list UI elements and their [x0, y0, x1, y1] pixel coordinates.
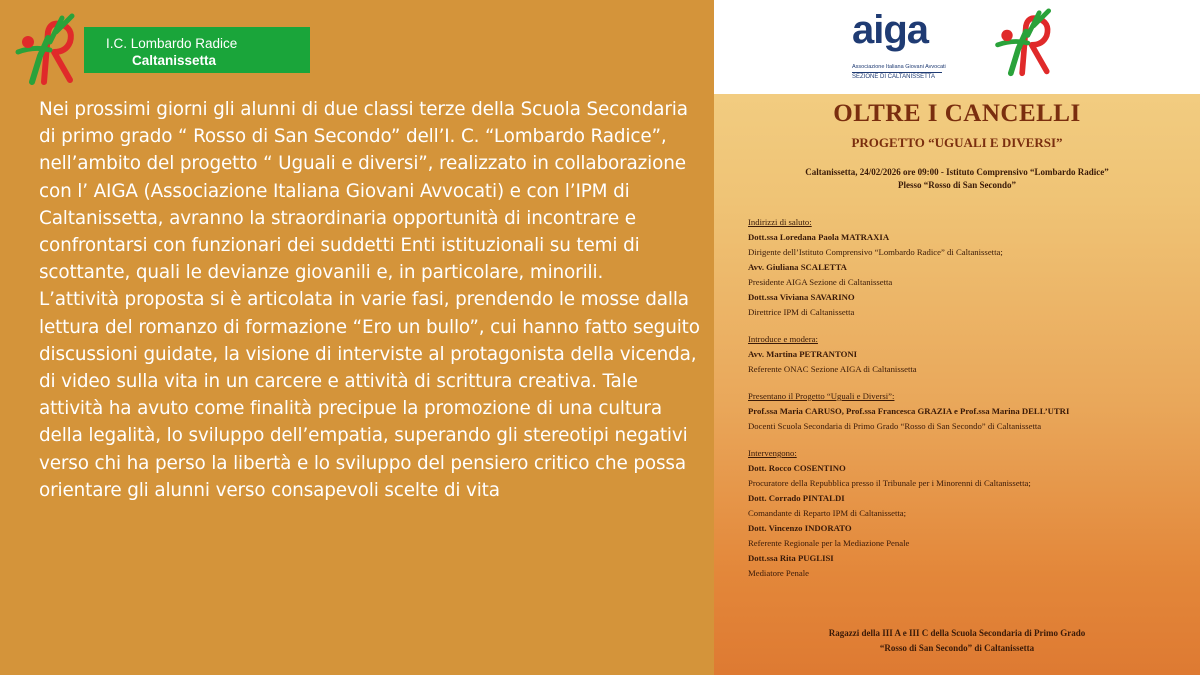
speaker-name: Avv. Martina PETRANTONI: [748, 349, 857, 359]
poster-title: OLTRE I CANCELLI: [833, 100, 1081, 127]
aiga-logo-subtitle: Associazione Italiana Giovani Avvocati: [852, 64, 946, 70]
aiga-logo-word: aiga: [852, 8, 929, 52]
speaker-role: Mediatore Penale: [748, 568, 810, 578]
footer-line: Ragazzi della III A e III C della Scuola Secondaria di Primo Grado: [828, 628, 1086, 638]
article-text: [39, 96, 707, 504]
section-heading: Intervengono:: [748, 448, 797, 458]
speaker-role: Dirigente dell’Istituto Comprensivo “Lombardo Radice” di Caltanissetta;: [748, 247, 1003, 257]
speaker-name: Dott.ssa Loredana Paola MATRAXIA: [748, 232, 890, 242]
speaker-name: Prof.ssa Maria CARUSO, Prof.ssa Francesca GRAZIA e Prof.ssa Marina DELL’UTRI: [748, 406, 1070, 416]
paragraph: Nei prossimi giorni gli alunni di due classi terze della Scuola Secondaria di primo grado “ Rosso di San Secondo” dell’I. C. “Lombardo Radice”, nell’ambito del progetto “ Uguali e diversi”, realizzato in collaborazione con l’ AIGA (Associazione Italiana Giovani Avvocati) e con l’IPM di Caltanissetta, avranno la straordinaria opportunità di incontrare e confrontarsi con funzionari dei suddetti Enti istituzionali su temi di scottante, quali le devianze giovanili e, in particolare, minorili.: [39, 99, 688, 284]
poster-event-info: [714, 166, 1200, 192]
school-logo-icon: [990, 6, 1060, 80]
speaker-role: Direttrice IPM di Caltanissetta: [748, 307, 855, 317]
speakers-list: [748, 215, 1188, 581]
speaker-name: Dott. Corrado PINTALDI: [748, 493, 845, 503]
aiga-logo: [848, 8, 948, 82]
aiga-logo-section: SEZIONE DI CALTANISSETTA: [852, 74, 936, 80]
speaker-name: Avv. Giuliana SCALETTA: [748, 262, 847, 272]
school-city: Caltanissetta: [132, 53, 217, 68]
poster-footer: [714, 626, 1200, 656]
speaker-name: Dott. Vincenzo INDORATO: [748, 523, 852, 533]
event-date-place: Caltanissetta, 24/02/2026 ore 09:00 - Istituto Comprensivo “Lombardo Radice”: [805, 167, 1109, 177]
divider: [852, 72, 942, 73]
speaker-name: Dott.ssa Rita PUGLISI: [748, 553, 834, 563]
speaker-role: Presidente AIGA Sezione di Caltanissetta: [748, 277, 893, 287]
speaker-role: Docenti Scuola Secondaria di Primo Grado “Rosso di San Secondo” di Caltanissetta: [748, 421, 1042, 431]
speaker-name: Dott. Rocco COSENTINO: [748, 463, 846, 473]
poster-header: [714, 0, 1200, 94]
school-name-box: [84, 27, 310, 73]
event-poster: [714, 0, 1200, 675]
poster-subtitle: PROGETTO “UGUALI E DIVERSI”: [851, 135, 1063, 150]
speaker-role: Procuratore della Repubblica presso il Tribunale per i Minorenni di Caltanissetta;: [748, 478, 1031, 488]
section-heading: Presentano il Progetto “Uguali e Diversi”:: [748, 391, 895, 401]
paragraph: L’attività proposta si è articolata in varie fasi, prendendo le mosse dalla lettura del romanzo di formazione “Ero un bullo”, cui hanno fatto seguito discussioni guidate, la visione di interviste al protagonista della vicenda, di video sulla vita in un carcere e attività di scrittura creativa. Tale attività ha avuto come finalità precipue la promozione di una cultura della legalità, lo sviluppo dell’empatia, superando gli stereotipi negativi verso chi ha perso la libertà e lo sviluppo del pensiero critico che possa orientare gli alunni verso consapevoli scelte di vita: [39, 289, 700, 501]
school-logo-icon: [10, 12, 84, 88]
school-name: I.C. Lombardo Radice: [106, 36, 238, 51]
speaker-role: Comandante di Reparto IPM di Caltanissetta;: [748, 508, 907, 518]
section-heading: Introduce e modera:: [748, 334, 818, 344]
footer-line: “Rosso di San Secondo” di Caltanissetta: [879, 643, 1035, 653]
speaker-name: Dott.ssa Viviana SAVARINO: [748, 292, 855, 302]
event-venue: Plesso “Rosso di San Secondo”: [897, 180, 1017, 190]
speaker-role: Referente ONAC Sezione AIGA di Caltanissetta: [748, 364, 917, 374]
section-heading: Indirizzi di saluto:: [748, 217, 812, 227]
speaker-role: Referente Regionale per la Mediazione Penale: [748, 538, 910, 548]
